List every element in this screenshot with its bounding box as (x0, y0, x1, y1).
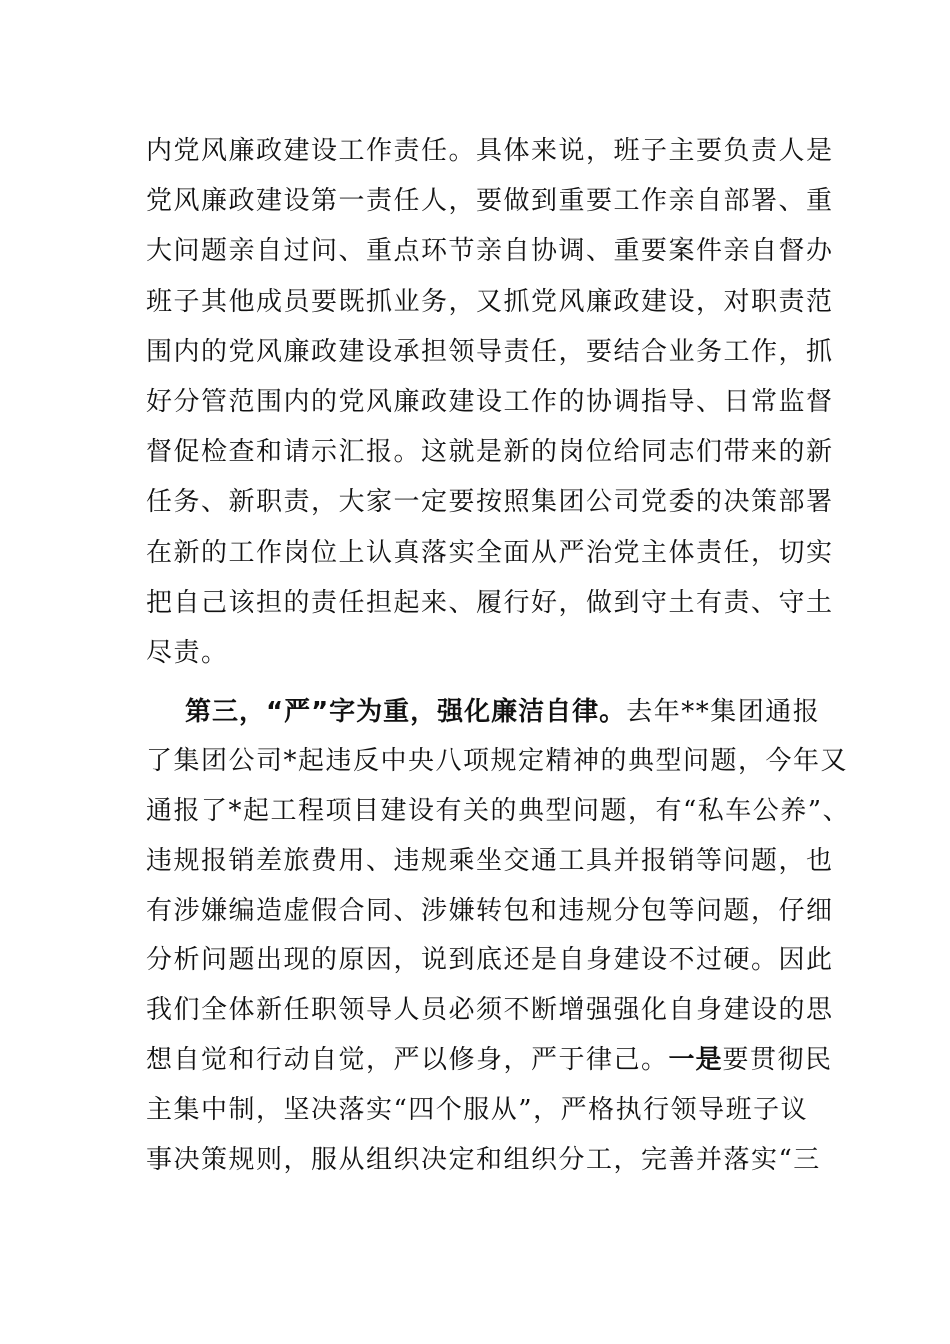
section-heading: 第三，“严”字为重，强化廉洁自律。 (185, 697, 627, 727)
text-span: 想自觉和行动自觉，严以修身，严于律己。 (146, 1045, 669, 1075)
text-line (146, 1040, 833, 1080)
text-line: 班子其他成员要既抓业务，又抓党风廉政建设，对职责范 (146, 287, 834, 317)
text-line: 内党风廉政建设工作责任。具体来说，班子主要负责人是 (146, 136, 834, 166)
text-line: 我们全体新任职领导人员必须不断增强强化自身建设的思 (146, 995, 834, 1025)
text-line: 大问题亲自过问、重点环节亲自协调、重要案件亲自督办 (146, 236, 834, 266)
text-line: 任务、新职责，大家一定要按照集团公司党委的决策部署 (146, 487, 834, 517)
text-line: 督促检查和请示汇报。这就是新的岗位给同志们带来的新 (146, 437, 834, 467)
text-line: 在新的工作岗位上认真落实全面从严治党主体责任，切实 (146, 538, 834, 568)
text-span: 要贯彻民 (722, 1045, 833, 1075)
text-line: 了集团公司*起违反中央八项规定精神的典型问题，今年又 (146, 746, 849, 776)
text-line: 围内的党风廉政建设承担领导责任，要结合业务工作，抓 (146, 337, 834, 367)
text-line: 有涉嫌编造虚假合同、涉嫌转包和违规分包等问题，仔细 (146, 896, 834, 926)
text-line: 主集中制，坚决落实“四个服从”，严格执行领导班子议 (146, 1095, 809, 1125)
text-line: 分析问题出现的原因，说到底还是自身建设不过硬。因此 (146, 945, 834, 975)
text-line: 通报了*起工程项目建设有关的典型问题，有“私车公养”、 (146, 796, 851, 826)
text-line: 把自己该担的责任担起来、履行好，做到守土有责、守土 (146, 588, 834, 618)
text-line: 违规报销差旅费用、违规乘坐交通工具并报销等问题，也 (146, 846, 834, 876)
text-line: 事决策规则，服从组织决定和组织分工，完善并落实“三 (146, 1145, 821, 1175)
text-line: 好分管范围内的党风廉政建设工作的协调指导、日常监督 (146, 387, 834, 417)
text-line: 尽责。 (146, 638, 229, 668)
emphasis-text: 一是 (668, 1045, 723, 1075)
paragraph-first-line (185, 692, 865, 732)
text-span: 去年**集团通报 (626, 697, 821, 727)
text-line: 党风廉政建设第一责任人，要做到重要工作亲自部署、重 (146, 186, 834, 216)
